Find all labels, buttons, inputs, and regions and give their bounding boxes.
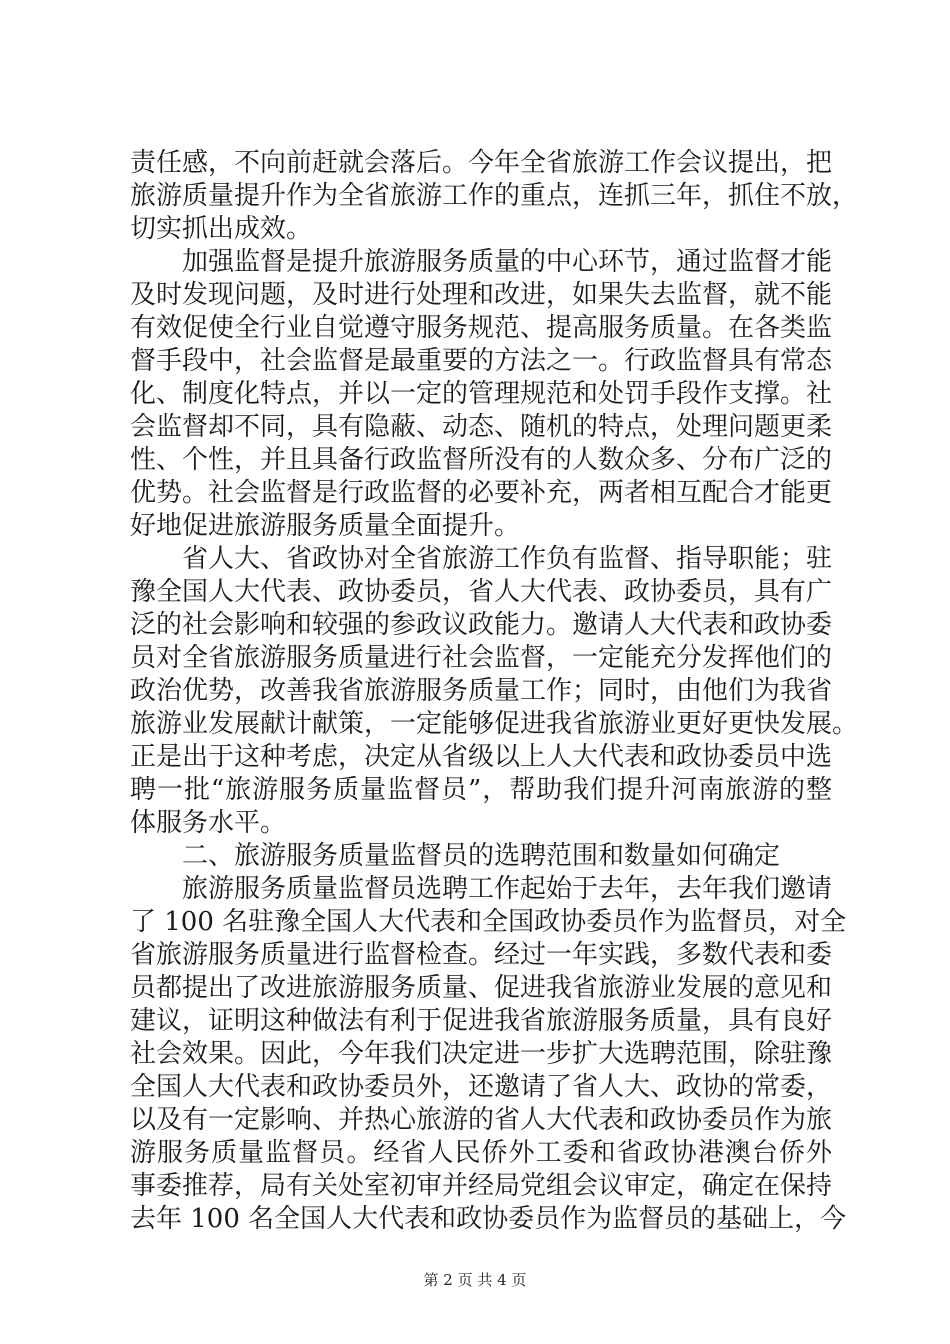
- text-line: 泛的社会影响和较强的参政议政能力。邀请人大代表和政协委: [130, 610, 833, 640]
- text-line: 去年 100 名全国人大代表和政协委员作为监督员的基础上，今: [130, 1204, 847, 1234]
- text-line: 了 100 名驻豫全国人大代表和全国政协委员作为监督员，对全: [130, 907, 847, 937]
- text-line: 豫全国人大代表、政协委员，省人大代表、政协委员，具有广: [130, 577, 833, 607]
- text-line: 督手段中，社会监督是最重要的方法之一。行政监督具有常态: [130, 346, 833, 376]
- text-line: 体服务水平。: [130, 808, 287, 838]
- text-line: 性、个性，并且具备行政监督所没有的人数众多、分布广泛的: [130, 445, 833, 475]
- text-line: 会监督却不同，具有隐蔽、动态、随机的特点，处理问题更柔: [130, 412, 833, 442]
- paragraph-start-line: 加强监督是提升旅游服务质量的中心环节，通过监督才能: [182, 247, 833, 277]
- text-line: 及时发现问题，及时进行处理和改进，如果失去监督，就不能: [130, 280, 833, 310]
- text-line: 责任感，不向前赶就会落后。今年全省旅游工作会议提出，把: [130, 148, 833, 178]
- text-line: 事委推荐，局有关处室初审并经局党组会议审定，确定在保持: [130, 1171, 833, 1201]
- text-line: 员对全省旅游服务质量进行社会监督，一定能充分发挥他们的: [130, 643, 833, 673]
- text-line: 以及有一定影响、并热心旅游的省人大代表和政协委员作为旅: [130, 1105, 833, 1135]
- text-line: 旅游质量提升作为全省旅游工作的重点，连抓三年，抓住不放，: [130, 181, 859, 211]
- text-line: 游服务质量监督员。经省人民侨外工委和省政协港澳台侨外: [130, 1138, 832, 1168]
- text-line: 员都提出了改进旅游服务质量、促进我省旅游业发展的意见和: [130, 973, 833, 1003]
- text-line: 优势。社会监督是行政监督的必要补充，两者相互配合才能更: [130, 478, 833, 508]
- text-line: 社会效果。因此，今年我们决定进一步扩大选聘范围，除驻豫: [130, 1039, 833, 1069]
- paragraph-start-line: 旅游服务质量监督员选聘工作起始于去年，去年我们邀请: [182, 874, 833, 904]
- text-line: 省旅游服务质量进行监督检查。经过一年实践，多数代表和委: [130, 940, 833, 970]
- text-line: 切实抓出成效。: [130, 214, 313, 244]
- text-line: 有效促使全行业自觉遵守服务规范、提高服务质量。在各类监: [130, 313, 833, 343]
- body-text: [130, 147, 859, 1236]
- text-line: 全国人大代表和政协委员外，还邀请了省人大、政协的常委，: [130, 1072, 833, 1102]
- text-line: 正是出于这种考虑，决定从省级以上人大代表和政协委员中选: [130, 742, 833, 772]
- section-heading: 二、旅游服务质量监督员的选聘范围和数量如何确定: [182, 841, 781, 871]
- text-line: 化、制度化特点，并以一定的管理规范和处罚手段作支撑。社: [130, 379, 833, 409]
- text-line: 建议，证明这种做法有利于促进我省旅游服务质量，具有良好: [130, 1006, 833, 1036]
- text-line: 政治优势，改善我省旅游服务质量工作；同时，由他们为我省: [130, 676, 833, 706]
- text-line: 好地促进旅游服务质量全面提升。: [130, 511, 521, 541]
- text-line: 聘一批“旅游服务质量监督员”，帮助我们提升河南旅游的整: [130, 775, 832, 805]
- page-number-footer: 第 2 页 共 4 页: [423, 1271, 527, 1289]
- text-line: 旅游业发展献计献策，一定能够促进我省旅游业更好更快发展。: [130, 709, 859, 739]
- paragraph-start-line: 省人大、省政协对全省旅游工作负有监督、指导职能；驻: [182, 544, 833, 574]
